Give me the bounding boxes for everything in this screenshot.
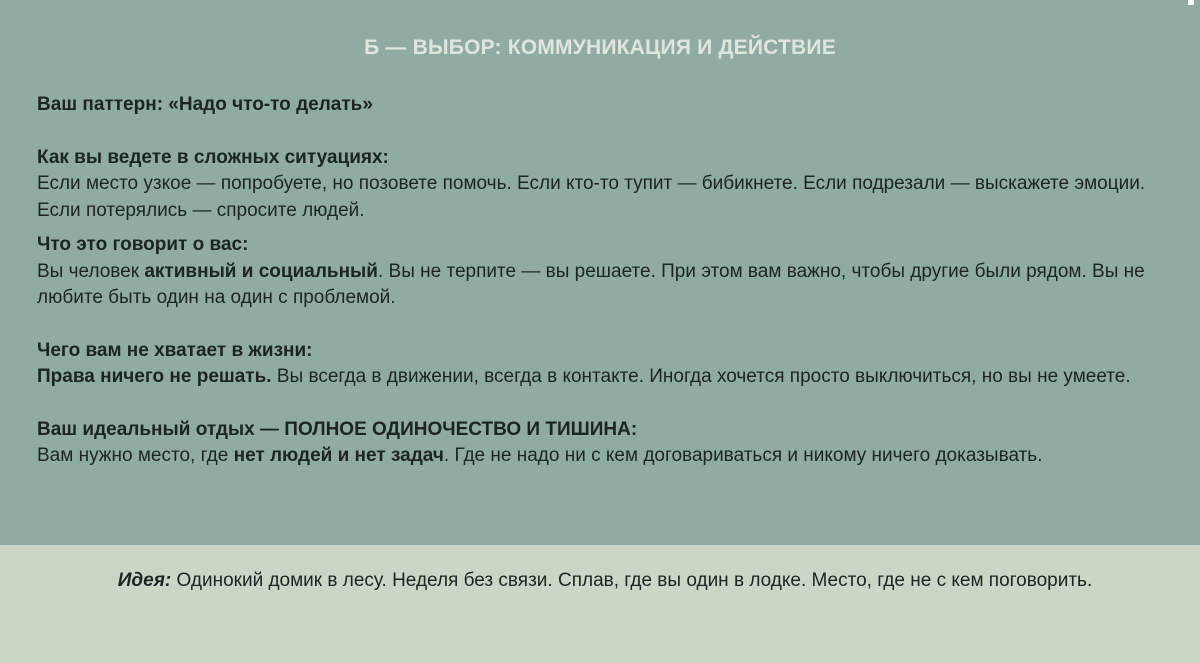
about-text-pre: Вы человек <box>37 260 145 282</box>
situations-block <box>37 145 1167 225</box>
lacking-text-bold: Права ничего не решать. <box>37 366 272 387</box>
lacking-text-post: Вы всегда в движении, всегда в контакте. Иногда хочется просто выключиться, но вы не умеете. <box>271 366 1131 387</box>
about-block <box>37 232 1167 312</box>
about-text-post: . Вы не терпите — вы решаете. При этом вам важно, чтобы другие были рядом. Вы не любите быть один на один с проблемой. <box>37 260 1145 308</box>
rest-heading: Ваш идеальный отдых — ПОЛНОЕ ОДИНОЧЕСТВО И ТИШИНА: <box>37 418 638 440</box>
about-text-bold: активный и социальный <box>144 260 378 282</box>
page-title: Б — ВЫБОР: КОММУНИКАЦИЯ И ДЕЙСТВИЕ <box>364 36 836 59</box>
corner-mark <box>1188 0 1194 5</box>
idea-label: Идея: <box>117 570 172 591</box>
result-content <box>37 92 1167 470</box>
idea-body: Одинокий домик в лесу. Неделя без связи. Сплав, где вы один в лодке. Место, где не с кем поговорить. <box>171 570 1093 591</box>
situations-heading: Как вы ведете в сложных ситуациях: <box>37 146 389 168</box>
idea-footer <box>0 545 1200 663</box>
rest-block <box>37 417 1167 470</box>
rest-text-post: . Где не надо ни с кем договариваться и никому ничего доказывать. <box>443 445 1043 466</box>
idea-text <box>80 567 1130 594</box>
situations-text: Если место узкое — попробуете, но позовете помочь. Если кто-то тупит — бибикнете. Если подрезали — выскажете эмоции. Если потерялись — спросите людей. <box>37 173 1146 221</box>
pattern-heading: Ваш паттерн: «Надо что-то делать» <box>37 94 373 115</box>
rest-text <box>37 443 1167 470</box>
rest-text-bold: нет людей и нет задач <box>233 445 444 466</box>
lacking-block <box>37 338 1167 391</box>
lacking-heading: Чего вам не хватает в жизни: <box>37 339 313 361</box>
about-text <box>37 259 1167 312</box>
about-heading: Что это говорит о вас: <box>37 234 249 255</box>
pattern-block <box>37 92 1167 119</box>
lacking-text <box>37 364 1167 391</box>
rest-text-pre: Вам нужно место, где <box>37 445 234 466</box>
